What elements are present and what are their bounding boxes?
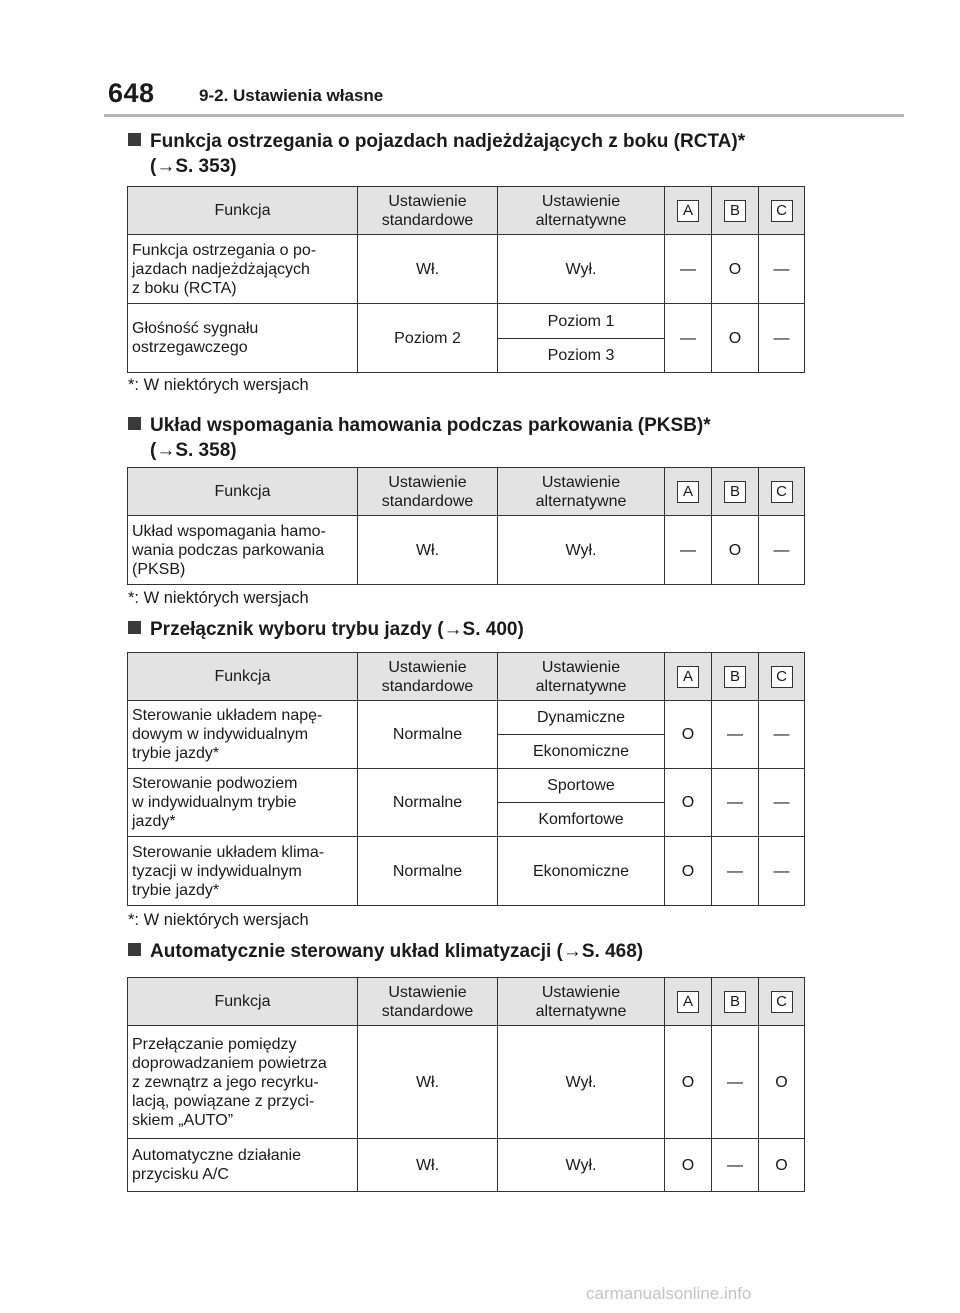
function-cell: Układ wspomagania hamo- wania podczas parkowania (PKSB): [128, 516, 358, 585]
header-vehicle-c: C: [759, 468, 805, 516]
table-header-row: [128, 978, 805, 1026]
function-cell: Funkcja ostrzegania o po- jazdach nadjeżdżających z boku (RCTA): [128, 235, 358, 304]
default-cell: Normalne: [358, 837, 498, 906]
vehicle-a-cell: O: [665, 837, 712, 906]
header-divider: [104, 114, 904, 117]
header-default: Ustawienie standardowe: [358, 978, 498, 1026]
vehicle-c-cell: —: [759, 769, 805, 837]
function-cell: Sterowanie podwoziem w indywidualnym trybie jazdy*: [128, 769, 358, 837]
header-alternative: Ustawienie alternatywne: [498, 468, 665, 516]
header-function: Funkcja: [128, 468, 358, 516]
table-header-row: [128, 468, 805, 516]
vehicle-a-cell: O: [665, 1139, 712, 1192]
default-cell: Wł.: [358, 235, 498, 304]
header-alternative: Ustawienie alternatywne: [498, 978, 665, 1026]
vehicle-b-cell: —: [712, 769, 759, 837]
vehicle-c-cell: —: [759, 701, 805, 769]
vehicle-a-cell: —: [665, 516, 712, 585]
default-cell: Wł.: [358, 1139, 498, 1192]
square-bullet-icon: [128, 621, 141, 634]
alternative-cell: Wył.: [498, 516, 665, 585]
vehicle-b-cell: —: [712, 701, 759, 769]
default-cell: Normalne: [358, 769, 498, 837]
table-row: [128, 837, 805, 906]
header-vehicle-b: B: [712, 978, 759, 1026]
function-cell: Głośność sygnału ostrzegawczego: [128, 304, 358, 373]
alternative-cell: Komfortowe: [498, 803, 665, 837]
settings-table-rcta: [127, 186, 805, 373]
alternative-cell: Ekonomiczne: [498, 837, 665, 906]
vehicle-a-cell: O: [665, 701, 712, 769]
function-cell: Przełączanie pomiędzy doprowadzaniem powietrza z zewnątrz a jego recyrku- lacją, powiązane z przyci- skiem „AUTO”: [128, 1026, 358, 1139]
settings-table-pksb: [127, 467, 805, 585]
table-header-row: [128, 653, 805, 701]
square-bullet-icon: [128, 943, 141, 956]
vehicle-a-cell: O: [665, 1026, 712, 1139]
header-vehicle-c: C: [759, 978, 805, 1026]
header-function: Funkcja: [128, 653, 358, 701]
table-row: [128, 1026, 805, 1139]
header-vehicle-a: A: [665, 468, 712, 516]
table-row: [128, 304, 805, 339]
section-heading-pksb: Układ wspomagania hamowania podczas parkowania (PKSB)* (→S. 358): [128, 413, 711, 463]
watermark: carmanualsonline.info: [586, 1284, 752, 1303]
settings-table-drive-mode: [127, 652, 805, 906]
alternative-cell: Poziom 1: [498, 304, 665, 339]
table-row: [128, 516, 805, 585]
default-cell: Wł.: [358, 516, 498, 585]
table-row: [128, 235, 805, 304]
vehicle-c-cell: —: [759, 304, 805, 373]
vehicle-c-cell: —: [759, 516, 805, 585]
header-vehicle-b: B: [712, 187, 759, 235]
settings-table-climate: [127, 977, 805, 1192]
header-function: Funkcja: [128, 187, 358, 235]
section-heading-rcta: Funkcja ostrzegania o pojazdach nadjeżdżających z boku (RCTA)* (→S. 353): [128, 129, 745, 179]
page-number: 648: [108, 78, 155, 108]
vehicle-b-cell: —: [712, 837, 759, 906]
vehicle-b-cell: —: [712, 1026, 759, 1139]
square-bullet-icon: [128, 417, 141, 430]
section-heading-drive-mode: Przełącznik wyboru trybu jazdy (→S. 400): [128, 617, 524, 642]
vehicle-c-cell: —: [759, 837, 805, 906]
vehicle-c-cell: —: [759, 235, 805, 304]
alternative-cell: Sportowe: [498, 769, 665, 803]
header-default: Ustawienie standardowe: [358, 187, 498, 235]
vehicle-c-cell: O: [759, 1139, 805, 1192]
header-default: Ustawienie standardowe: [358, 468, 498, 516]
footnote: *: W niektórych wersjach: [128, 376, 309, 394]
header-alternative: Ustawienie alternatywne: [498, 653, 665, 701]
header-vehicle-a: A: [665, 187, 712, 235]
footnote: *: W niektórych wersjach: [128, 911, 309, 929]
default-cell: Wł.: [358, 1026, 498, 1139]
table-row: [128, 769, 805, 803]
default-cell: Normalne: [358, 701, 498, 769]
vehicle-b-cell: O: [712, 516, 759, 585]
table-row: [128, 1139, 805, 1192]
header-default: Ustawienie standardowe: [358, 653, 498, 701]
header-vehicle-c: C: [759, 653, 805, 701]
vehicle-b-cell: O: [712, 304, 759, 373]
alternative-cell: Poziom 3: [498, 339, 665, 373]
function-cell: Sterowanie układem napę- dowym w indywidualnym trybie jazdy*: [128, 701, 358, 769]
vehicle-b-cell: —: [712, 1139, 759, 1192]
alternative-cell: Wył.: [498, 1139, 665, 1192]
section-heading-climate: Automatycznie sterowany układ klimatyzacji (→S. 468): [128, 939, 643, 964]
vehicle-b-cell: O: [712, 235, 759, 304]
alternative-cell: Ekonomiczne: [498, 735, 665, 769]
header-vehicle-a: A: [665, 978, 712, 1026]
vehicle-a-cell: O: [665, 769, 712, 837]
function-cell: Automatyczne działanie przycisku A/C: [128, 1139, 358, 1192]
alternative-cell: Wył.: [498, 235, 665, 304]
table-header-row: [128, 187, 805, 235]
alternative-cell: Dynamiczne: [498, 701, 665, 735]
section-title: 9-2. Ustawienia własne: [199, 86, 384, 105]
header-function: Funkcja: [128, 978, 358, 1026]
vehicle-a-cell: —: [665, 304, 712, 373]
header-vehicle-a: A: [665, 653, 712, 701]
vehicle-c-cell: O: [759, 1026, 805, 1139]
footnote: *: W niektórych wersjach: [128, 589, 309, 607]
header-vehicle-c: C: [759, 187, 805, 235]
alternative-cell: Wył.: [498, 1026, 665, 1139]
function-cell: Sterowanie układem klima- tyzacji w indywidualnym trybie jazdy*: [128, 837, 358, 906]
header-vehicle-b: B: [712, 653, 759, 701]
default-cell: Poziom 2: [358, 304, 498, 373]
vehicle-a-cell: —: [665, 235, 712, 304]
table-row: [128, 701, 805, 735]
header-vehicle-b: B: [712, 468, 759, 516]
header-alternative: Ustawienie alternatywne: [498, 187, 665, 235]
square-bullet-icon: [128, 133, 141, 146]
